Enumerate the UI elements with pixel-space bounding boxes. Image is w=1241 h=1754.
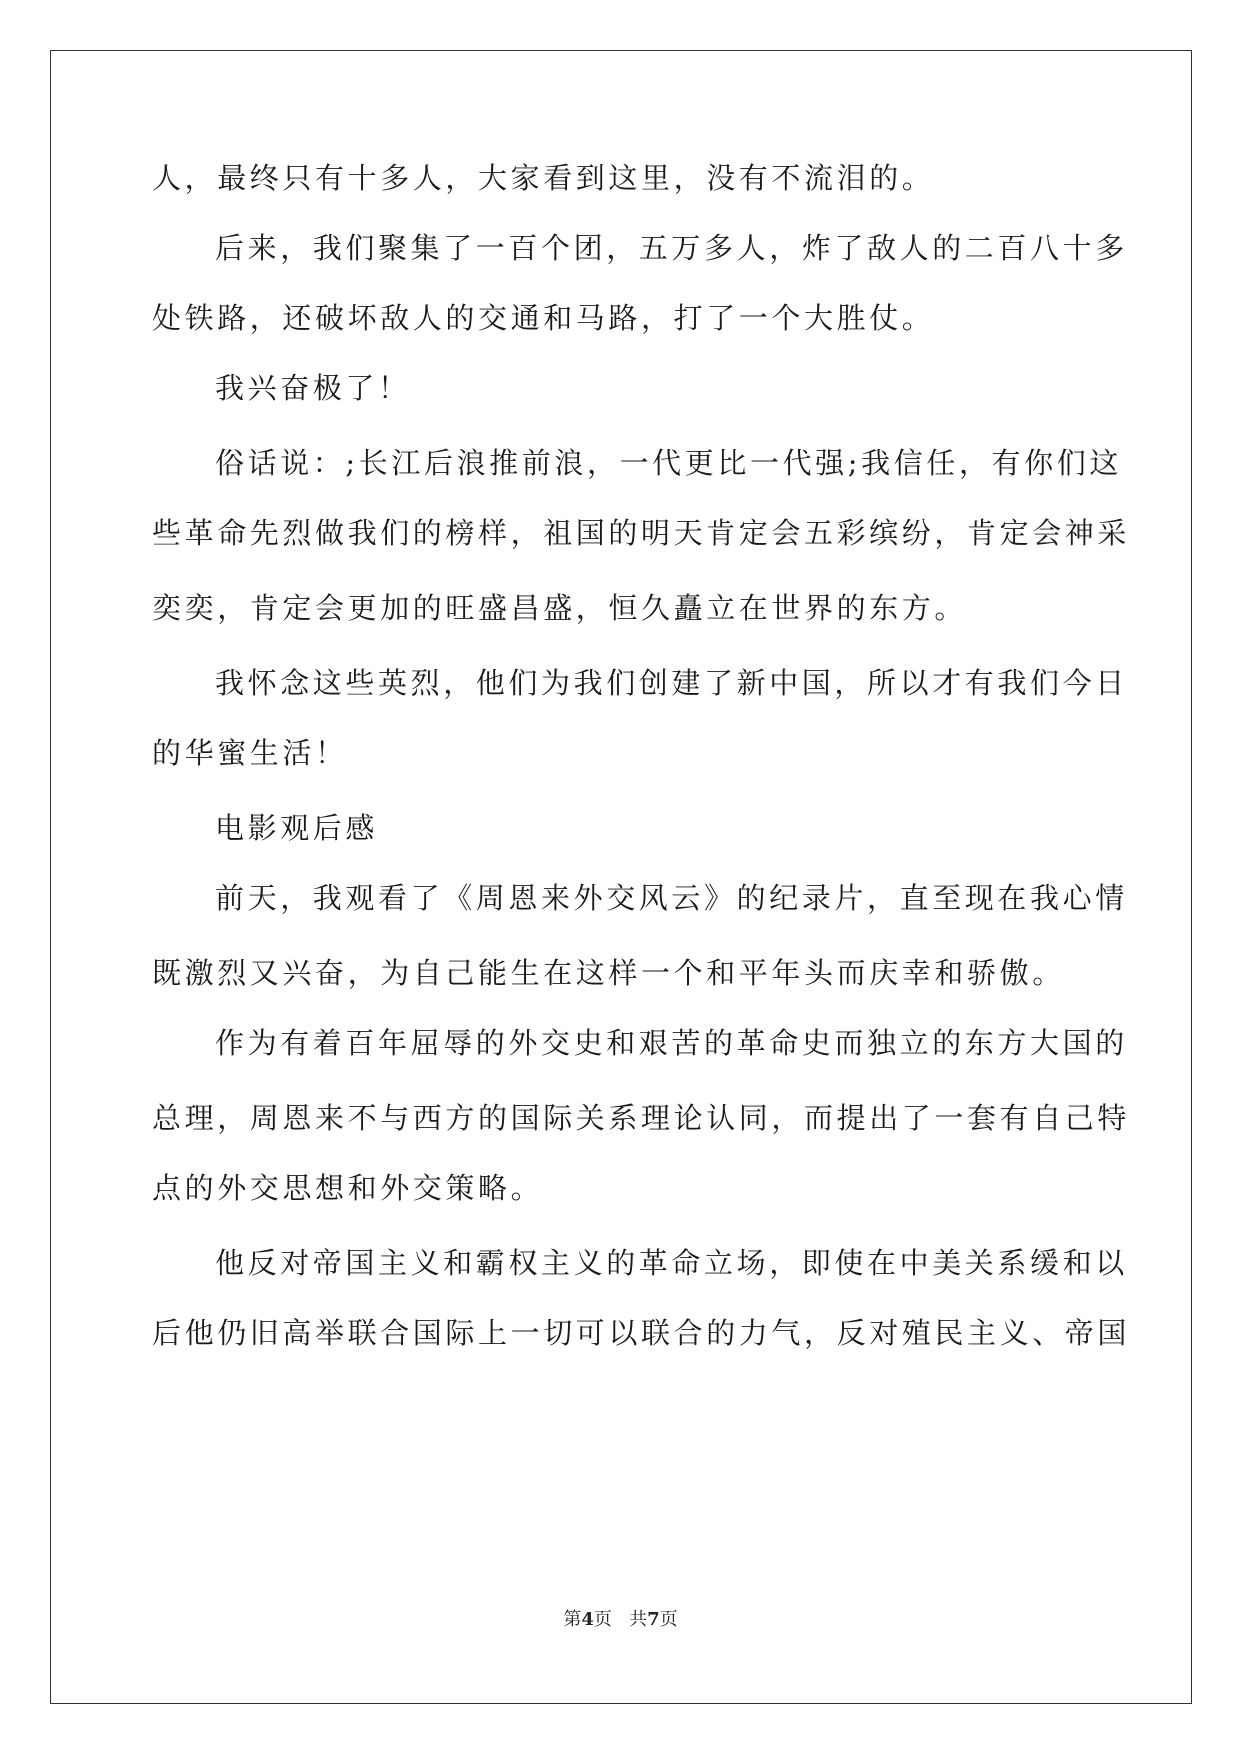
footer-mid: 页 共 — [593, 1609, 648, 1630]
text-line: 总理，周恩来不与西方的国际关系理论认同，而提出了一套有自己特 — [152, 1101, 1131, 1135]
text-line: 我兴奋极了！ — [215, 371, 411, 405]
text-line: 后他仍旧高举联合国际上一切可以联合的力气，反对殖民主义、帝国 — [152, 1316, 1131, 1350]
page-footer — [0, 1605, 1241, 1631]
text-line: 处铁路，还破坏敌人的交通和马路，打了一个大胜仗。 — [152, 301, 935, 335]
text-line: 俗话说：;长江后浪推前浪，一代更比一代强;我信任，有你们这 — [215, 446, 1122, 480]
text-line: 奕奕，肯定会更加的旺盛昌盛，恒久矗立在世界的东方。 — [152, 591, 968, 625]
text-line: 后来，我们聚集了一百个团，五万多人，炸了敌人的二百八十多 — [215, 231, 1128, 265]
footer-suffix: 页 — [659, 1609, 678, 1630]
text-line: 些革命先烈做我们的榜样，祖国的明天肯定会五彩缤纷，肯定会神采 — [152, 516, 1131, 550]
text-line: 他反对帝国主义和霸权主义的革命立场，即使在中美关系缓和以 — [215, 1246, 1128, 1280]
current-page-number: 4 — [581, 1609, 594, 1630]
total-page-number: 7 — [647, 1609, 660, 1630]
text-line: 电影观后感 — [215, 811, 379, 845]
text-line: 点的外交思想和外交策略。 — [152, 1171, 544, 1205]
text-line: 前天，我观看了《周恩来外交风云》的纪录片，直至现在我心情 — [215, 881, 1128, 915]
text-line: 既激烈又兴奋，为自己能生在这样一个和平年头而庆幸和骄傲。 — [152, 956, 1065, 990]
text-line: 的华蜜生活！ — [152, 736, 348, 770]
footer-prefix: 第 — [563, 1609, 582, 1630]
text-line: 人，最终只有十多人，大家看到这里，没有不流泪的。 — [152, 161, 935, 195]
text-line: 我怀念这些英烈，他们为我们创建了新中国，所以才有我们今日 — [215, 666, 1128, 700]
text-line: 作为有着百年屈辱的外交史和艰苦的革命史而独立的东方大国的 — [215, 1026, 1128, 1060]
